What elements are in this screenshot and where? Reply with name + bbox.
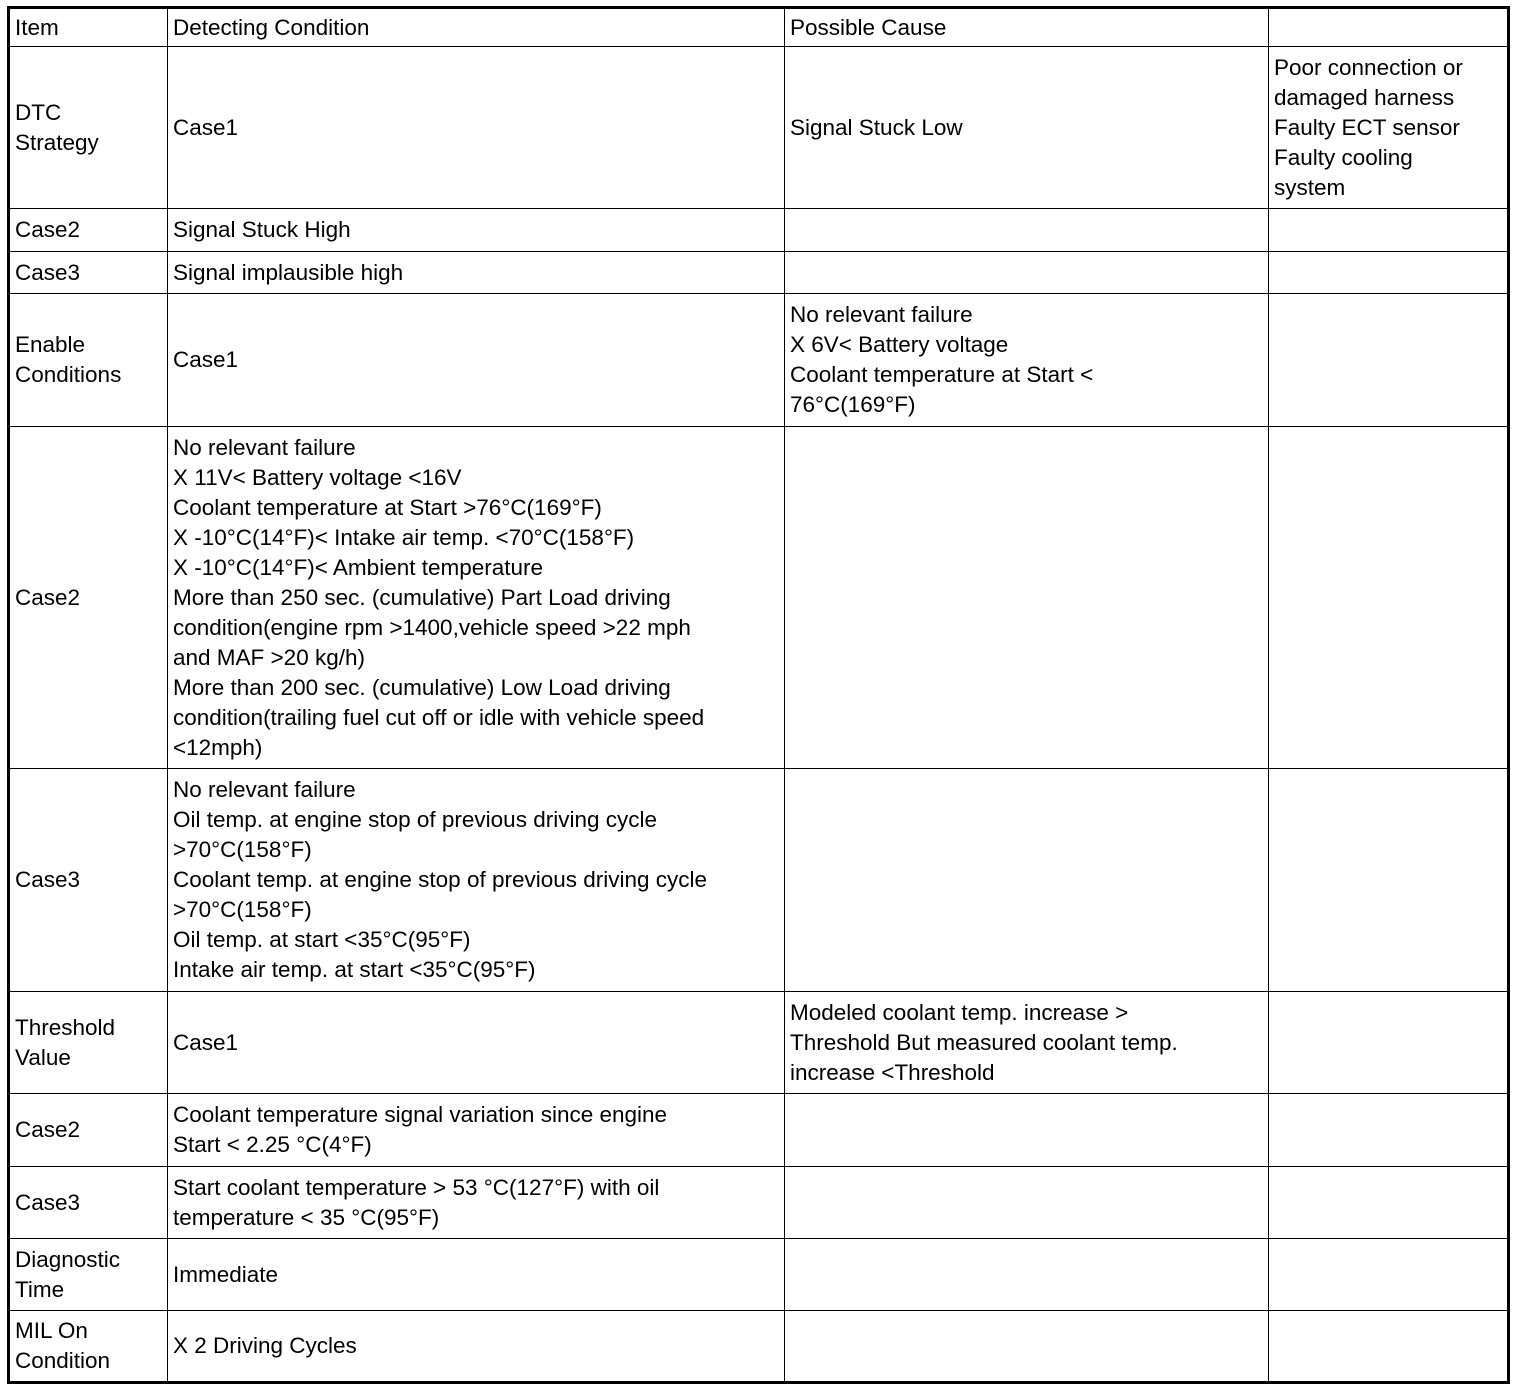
header-item: Item — [9, 8, 168, 47]
table-cell — [1269, 1239, 1509, 1311]
table-cell: DTC Strategy — [9, 47, 168, 209]
table-cell: X 2 Driving Cycles — [168, 1311, 785, 1383]
table-cell — [785, 1239, 1269, 1311]
table-row — [9, 427, 1509, 769]
table-cell — [1269, 252, 1509, 294]
table-cell: Case3 — [9, 1167, 168, 1239]
table-cell: MIL On Condition — [9, 1311, 168, 1383]
table-cell: Signal implausible high — [168, 252, 785, 294]
table-cell: Case3 — [9, 769, 168, 992]
table-cell: Signal Stuck High — [168, 209, 785, 252]
table-cell — [1269, 992, 1509, 1094]
table-row — [9, 992, 1509, 1094]
table-cell: Threshold Value — [9, 992, 168, 1094]
table-cell: Case2 — [9, 427, 168, 769]
table-cell — [785, 1167, 1269, 1239]
table-cell — [1269, 294, 1509, 427]
table-cell — [1269, 769, 1509, 992]
table-row — [9, 769, 1509, 992]
table-row — [9, 1094, 1509, 1167]
table-row — [9, 1311, 1509, 1383]
table-cell: No relevant failure X 6V< Battery voltage Coolant temperature at Start < 76°C(169°F) — [785, 294, 1269, 427]
table-cell: No relevant failure X 11V< Battery voltage <16V Coolant temperature at Start >76°C(169°F) X -10°C(14°F)< Intake air temp. <70°C(158°F) X -10°C(14°F)< Ambient temperature More than 250 sec. (cumulative) Part Load driving condition(engine rpm >1400,vehicle speed >22 mph and MAF >20 kg/h) More than 200 sec. (cumulative) Low Load driving condition(trailing fuel cut off or idle with vehicle speed <12mph) — [168, 427, 785, 769]
table-cell — [785, 427, 1269, 769]
table-cell: Coolant temperature signal variation since engine Start < 2.25 °C(4°F) — [168, 1094, 785, 1167]
table-cell — [1269, 1094, 1509, 1167]
table-cell — [785, 1094, 1269, 1167]
table-cell: Start coolant temperature > 53 °C(127°F) with oil temperature < 35 °C(95°F) — [168, 1167, 785, 1239]
table-cell — [1269, 209, 1509, 252]
table-row — [9, 209, 1509, 252]
table-row — [9, 294, 1509, 427]
table-cell: Case2 — [9, 1094, 168, 1167]
table-cell — [785, 252, 1269, 294]
table-cell: Modeled coolant temp. increase > Threshold But measured coolant temp. increase <Threshold — [785, 992, 1269, 1094]
table-cell: Case3 — [9, 252, 168, 294]
table-cell: Case1 — [168, 294, 785, 427]
table-row — [9, 47, 1509, 209]
table-row — [9, 252, 1509, 294]
table-cell: Immediate — [168, 1239, 785, 1311]
table-cell: Case2 — [9, 209, 168, 252]
table-cell: Enable Conditions — [9, 294, 168, 427]
table-cell: Poor connection or damaged harness Faulty ECT sensor Faulty cooling system — [1269, 47, 1509, 209]
table-row — [9, 1167, 1509, 1239]
table-cell — [785, 769, 1269, 992]
header-possible-cause: Possible Cause — [785, 8, 1269, 47]
dtc-table — [7, 6, 1510, 1384]
table-cell — [1269, 1167, 1509, 1239]
table-cell — [1269, 1311, 1509, 1383]
table-cell: Diagnostic Time — [9, 1239, 168, 1311]
table-cell: Case1 — [168, 47, 785, 209]
table-row — [9, 1239, 1509, 1311]
table-cell — [785, 1311, 1269, 1383]
table-cell: No relevant failure Oil temp. at engine stop of previous driving cycle >70°C(158°F) Coolant temp. at engine stop of previous driving cycle >70°C(158°F) Oil temp. at start <35°C(95°F) Intake air temp. at start <35°C(95°F) — [168, 769, 785, 992]
table-cell — [1269, 427, 1509, 769]
table-cell: Case1 — [168, 992, 785, 1094]
table-cell: Signal Stuck Low — [785, 47, 1269, 209]
header-detecting-condition: Detecting Condition — [168, 8, 785, 47]
table-header-row — [9, 8, 1509, 47]
header-blank — [1269, 8, 1509, 47]
table-cell — [785, 209, 1269, 252]
